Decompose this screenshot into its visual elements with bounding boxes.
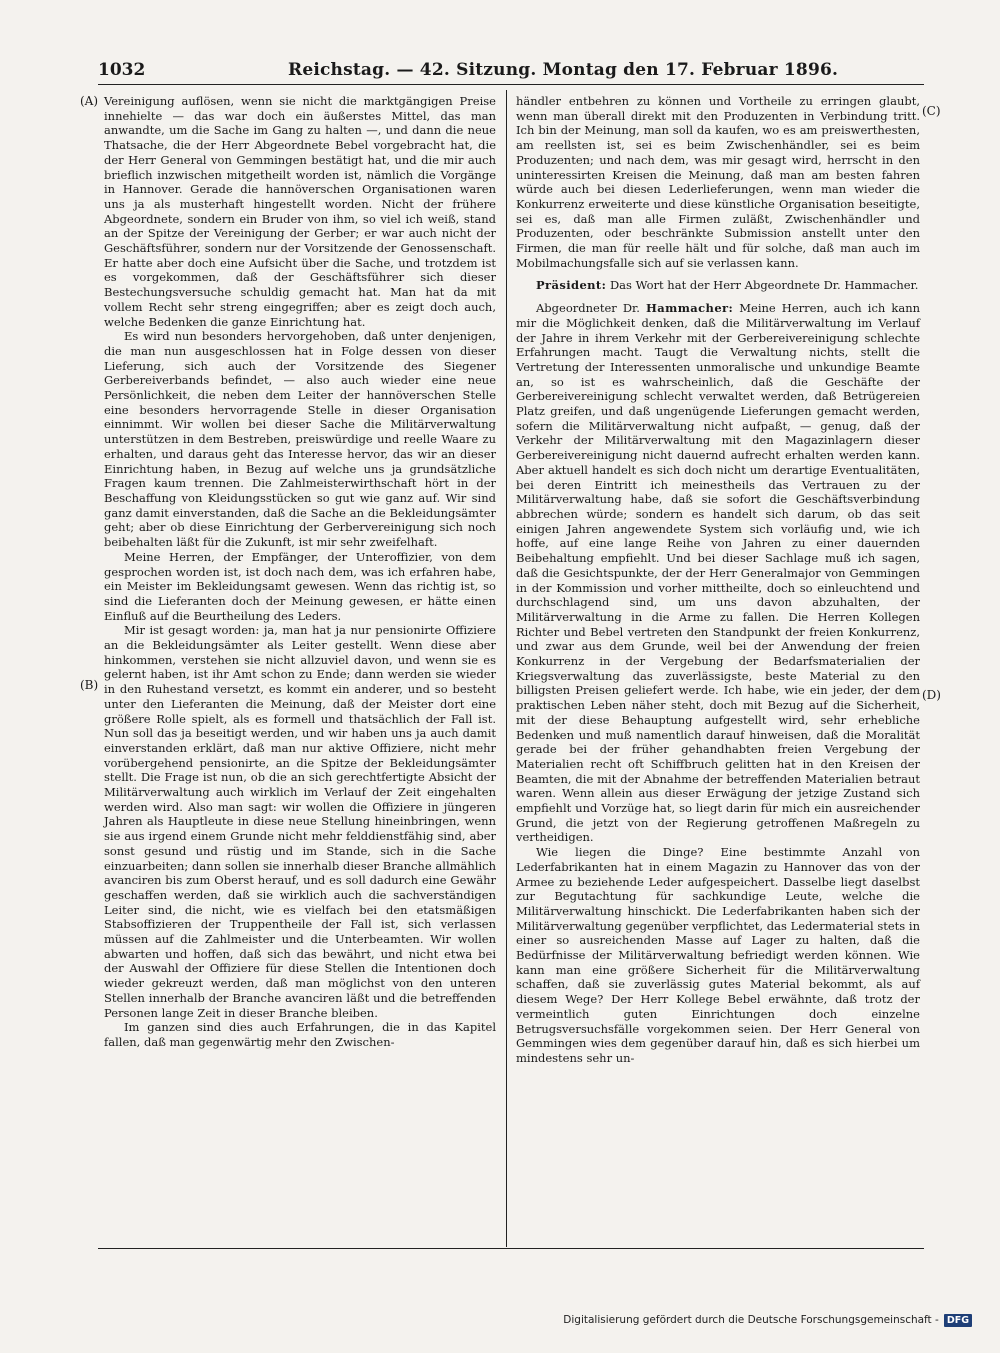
dfg-logo: DFG (944, 1314, 972, 1327)
page-number: 1032 (98, 60, 146, 80)
paragraph: Im ganzen sind dies auch Erfahrungen, die in das Kapitel fallen, daß man gegenwärtig mehr den Zwischen- (104, 1020, 496, 1049)
paragraph: händler entbehren zu können und Vortheile zu erringen glaubt, wenn man überall direkt mit den Produzenten in Verbindung tritt. Ich bin der Meinung, man soll da kaufen, wo es am preiswerthesten, am reellsten ist, sei es beim Zwischenhändler, sei es beim Produzenten; und nach dem, was mir gesagt wird, herrscht in den uninteressirten Kreisen die Meinung, daß man am besten fahren würde auch bei diesen Lederlieferungen, wenn man wieder die Konkurrenz erweiterte und diese künstliche Organisation beseitigte, sei es, daß man alle Firmen zuläßt, Zwischenhändler und Produzenten, oder beschränkte Submission anstellt unter den Firmen, die man für reelle hält und für solche, daß man auch im Mobilmachungsfalle sich auf sie verlassen kann. (516, 94, 920, 270)
column-divider (506, 90, 507, 1247)
speaker-name: Hammacher: (646, 301, 734, 316)
funding-footer (563, 1312, 972, 1328)
running-title: Reichstag. — 42. Sitzung. Montag den 17. Februar 1896. (288, 60, 839, 80)
president-remark (516, 278, 920, 293)
paragraph: Mir ist gesagt worden: ja, man hat ja nur pensionirte Offiziere an die Bekleidungsämter als Leiter gestellt. Wenn diese aber hinkommen, verstehen sie nicht allzuviel davon, und wenn sie es gelernt haben, ist ihr Amt schon zu Ende; dann werden sie wieder in den Ruhestand versetzt, es kommt ein anderer, und so besteht unter den Lieferanten die Meinung, daß der Meister dort eine größere Rolle spielt, als es formell und thatsächlich der Fall ist. Nun soll das ja beseitigt werden, und wir haben uns ja auch damit einverstanden erklärt, daß man nur aktive Offiziere, nicht mehr vorübergehend pensionirte, an die Spitze der Bekleidungsämter stellt. Die Frage ist nun, ob die an sich gerechtfertigte Absicht der Militärverwaltung auch wirklich im Verlauf der Zeit eingehalten werden wird. Also man sagt: wir wollen die Offiziere in jüngeren Jahren als Hauptleute in diese neue Stellung hineinbringen, wenn sie aus irgend einem Grunde nicht mehr felddienstfähig sind, aber sonst gesund und rüstig und im Stande, sich in die Sache einzuarbeiten; dann sollen sie innerhalb dieser Branche allmählich avanciren bis zum Oberst herauf, und es soll dadurch eine Gewähr geschaffen werden, daß sie wirklich auch die sachverständigen Leiter sind, die nicht, wie es vielfach bei den etatsmäßigen Stabsoffizieren der Truppentheile der Fall ist, sich verlassen müssen auf die Zahlmeister und die Unterbeamten. Wir wollen abwarten und hoffen, daß sich das bewährt, und nicht etwa bei der Auswahl der Offiziere für diese Stellen die Intentionen doch wieder gekreuzt werden, daß man möglichst von den unteren Stellen innerhalb der Branche avanciren läßt und die betreffenden Personen lange Zeit in dieser Branche bleiben. (104, 623, 496, 1020)
paragraph: Vereinigung auflösen, wenn sie nicht die marktgängigen Preise innehielte — das war doch ein äußerstes Mittel, das man anwandte, um die Sache im Gang zu halten —, und dann die neue Thatsache, die der Herr Abgeordnete Bebel vorgebracht hat, die der Herr General von Gemmingen bestätigt hat, und die mir auch brieflich inzwischen mitgetheilt worden ist, nämlich die Vorgänge in Hannover. Gerade die hannöverschen Organisationen waren uns ja als musterhaft hingestellt worden. Nicht der frühere Abgeordnete, sondern ein Bruder von ihm, so viel ich weiß, stand an der Spitze der Vereinigung der Gerber; er war auch nicht der Geschäftsführer, sondern nur der Vorsitzende der Genossenschaft. Er hatte aber doch eine Aufsicht über die Sache, und trotzdem ist es vorgekommen, daß der Geschäftsführer sich dieser Bestechungsversuche schuldig gemacht hat. Man hat da mit vollem Recht sehr streng eingegriffen; aber es zeigt doch auch, welche Bedenken die ganze Einrichtung hat. (104, 94, 496, 329)
footer-rule (98, 1248, 924, 1249)
margin-marker-b: (B) (80, 678, 99, 692)
speech-paragraph (516, 301, 920, 845)
speaker-lead: Abgeordneter Dr. (536, 301, 640, 316)
speaker-text: Das Wort hat der Herr Abgeordnete Dr. Hammacher. (609, 278, 919, 293)
paragraph: Wie liegen die Dinge? Eine bestimmte Anzahl von Lederfabrikanten hat in einem Magazin zu Hannover das von der Armee zu beziehende Leder aufgespeichert. Dasselbe liegt daselbst zur Begutachtung für sachkundige Leute, welche die Militärverwaltung hinschickt. Die Lederfabrikanten haben sich der Militärverwaltung gegenüber verpflichtet, das Ledermaterial stets in einer so ausreichenden Masse auf Lager zu halten, daß die Bedürfnisse der Militärverwaltung befriedigt werden können. Wie kann man eine größere Sicherheit für die Militärverwaltung schaffen, daß sie zuverlässig gutes Material bekommt, als auf diesem Wege? Der Herr Kollege Bebel erwähnte, daß trotz der vermeintlich guten Einrichtungen doch einzelne Betrugsversuchsfälle vorgekommen seien. Der Herr General von Gemmingen wies dem gegenüber darauf hin, daß es sich hierbei um mindestens sehr un- (516, 845, 920, 1065)
margin-marker-c: (C) (922, 104, 941, 118)
speaker-name: Präsident: (536, 278, 607, 293)
right-column (516, 94, 920, 1066)
footer-text: Digitalisierung gefördert durch die Deutsche Forschungsgemeinschaft - (563, 1314, 939, 1326)
paragraph: Meine Herren, der Empfänger, der Unteroffizier, von dem gesprochen worden ist, ist doch nach dem, was ich erfahren habe, ein Meister im Bekleidungsamt gewesen. Wenn das richtig ist, so sind die Lieferanten doch der Meinung gewesen, er hätte einen Einfluß auf die Beurtheilung des Leders. (104, 549, 496, 623)
margin-marker-d: (D) (922, 688, 941, 702)
page-header (98, 58, 924, 84)
paragraph: Es wird nun besonders hervorgehoben, daß unter denjenigen, die man nun ausgeschlossen hat in Folge dessen von dieser Lieferung, sich auch der Vorsitzende des Siegener Gerbereiverbands befindet, — also auch wieder eine neue Persönlichkeit, die neben dem Leiter der hannöverschen Stelle eine besonders hervorragende Stelle in dieser Organisation einnimmt. Wir wollen bei dieser Sache die Militärverwaltung unterstützen in dem Bestreben, preiswürdige und reelle Waare zu erhalten, und daraus geht das Interesse hervor, das wir an dieser Einrichtung haben, in Bezug auf welche uns ja grundsätzliche Fragen kaum trennen. Die Zahlmeisterwirthschaft hört in der Beschaffung von Kleidungsstücken so gut wie ganz auf. Wir sind ganz damit einverstanden, daß die Sache an die Bekleidungsämter geht; aber ob diese Einrichtung der Gerbervereinigung sich noch beibehalten läßt für die Zukunft, ist mir sehr zweifelhaft. (104, 329, 496, 550)
speaker-text: Meine Herren, auch ich kann mir die Möglichkeit denken, daß die Militärverwaltung im Verlauf der Jahre in ihrem Verkehr mit der Gerbereivereinigung schlechte Erfahrungen macht. Taugt die Verwaltung nichts, stellt die Vertretung der Interessenten unmoralische und unkundige Beamte an, so ist es wahrscheinlich, daß die Geschäfte der Gerbereivereinigung schlecht verwaltet werden, daß Betrügereien Platz greifen, und daß ungenügende Lieferungen gemacht werden, sofern die Militärverwaltung nicht aufpaßt, — genug, daß der Verkehr der Militärverwaltung mit den Magazinlagern dieser Gerbereivereinigung nicht dauernd aufrecht erhalten werden kann. Aber aktuell handelt es sich doch nicht um derartige Eventualitäten, bei deren Eintritt ich meinestheils das Vertrauen zu der Militärverwaltung habe, daß sie sofort die Geschäftsverbindung abbrechen würde; sondern es handelt sich darum, ob das seit einigen Jahren angewendete System sich vorläufig und, wie ich hoffe, auf eine lange Reihe von Jahren zu einer dauernden Beibehaltung empfiehlt. Und bei dieser Sachlage muß ich sagen, daß die Gesichtspunkte, der der Herr Generalmajor von Gemmingen in der Kommission und vorher mittheilte, doch so einleuchtend und durchschlagend sind, um uns davon abzuhalten, der Militärverwaltung in die Arme zu fallen. Die Herren Kollegen Richter und Bebel vertreten den Standpunkt der freien Konkurrenz, und zwar aus dem Grunde, weil bei der Anwendung der freien Konkurrenz in der Vergebung der Bedarfsmaterialien der Kriegsverwaltung das zuverlässigste, beste Material zu den billigsten Preisen geliefert werde. Ich habe, wie ein jeder, der dem praktischen Leben näher steht, doch mit Bezug auf die Sicherheit, mit der diese Behauptung aufgestellt wird, sehr erhebliche Bedenken und muß namentlich darauf hinweisen, daß die Moralität gerade bei der früher gehandhabten freien Vergebung der Materialien recht oft Schiffbruch gelitten hat in den Kreisen der Beamten, die mit der Abnahme der betreffenden Materialien betraut waren. Wenn allein aus dieser Erwägung der jetzige Zustand sich empfiehlt und Vorzüge hat, so liegt darin für mich ein ausreichender Grund, die jetzt von der Regierung getroffenen Maßregeln zu vertheidigen. (516, 301, 921, 845)
margin-marker-a: (A) (80, 94, 99, 108)
left-column (104, 94, 496, 1050)
header-rule (98, 84, 924, 85)
